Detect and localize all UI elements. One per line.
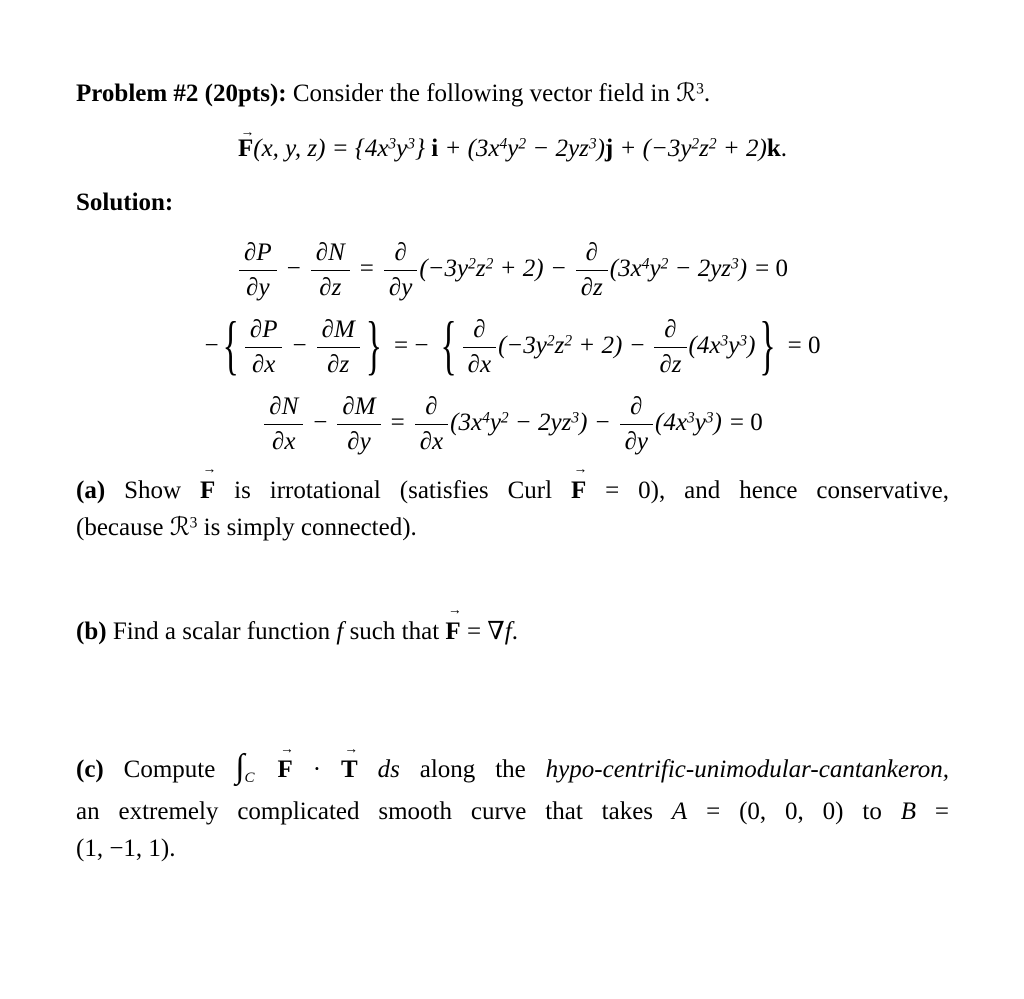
exponent: 2 [518,134,527,152]
math-text: ) [747,331,756,359]
math-text: + (−3y [613,134,692,162]
text: = (0, 0, 0) to [687,797,901,825]
math-text: (x, y, z) = {4x [253,134,389,162]
denominator: ∂z [659,350,682,378]
math-text: − 2yz [526,134,589,162]
text: is irrotational (satisfies Curl [215,476,571,504]
fraction [317,316,360,379]
exponent: 2 [485,254,494,272]
math-text: ) [596,134,605,162]
fraction [311,239,350,302]
text: along the [399,756,546,783]
minus-operator: − [204,331,219,359]
numerator: ∂ [620,393,653,425]
math-text: ) [738,254,748,282]
vector-arrow-icon: → [448,602,462,618]
numerator: ∂ [463,316,496,348]
part-a [76,461,950,547]
fraction [654,316,686,379]
denominator: ∂x [419,427,444,455]
exponent: 3 [588,134,597,152]
exponent: 3 [189,514,198,532]
part-b-label: (b) [76,617,107,645]
exponent: 3 [407,134,416,152]
text: Find a scalar function [106,617,337,645]
math-text: y [694,408,706,436]
numerator: ∂ [576,239,608,271]
exponent: 4 [482,408,490,426]
math-text: T [340,756,358,783]
fraction [337,393,380,456]
exponent: 3 [705,408,714,426]
numerator: ∂N [311,239,350,271]
curve-name-emphasis: hypo-centrific-unimodular-cantankeron, [545,756,950,783]
part-c [76,742,949,868]
solution-heading: Solution: [76,188,174,216]
equation-curl-component-1 [76,239,949,302]
integral-symbol: ∫ [235,748,245,785]
exponent: 3 [731,254,739,272]
denominator: ∂z [327,350,350,378]
math-text: + 2) [493,254,544,282]
exponent: 2 [500,408,509,426]
math-text: z [475,254,486,282]
denominator: ∂z [319,273,342,301]
text: such that [343,617,446,645]
math-text: F [277,756,293,783]
integral-subscript: C [244,770,255,787]
math-text: z [699,134,709,162]
fraction [576,239,608,302]
exponent: 2 [660,254,669,272]
math-text: f [336,617,344,645]
math-text: (3x [450,408,483,436]
exponent: 3 [571,408,580,426]
numerator: ∂ [415,393,448,425]
fraction [264,393,303,456]
vector-arrow-icon: → [280,740,294,756]
script-R-symbol: ℛ [169,514,190,541]
math-text: y [396,134,408,162]
math-text: z [554,331,565,359]
math-text: y [507,134,519,162]
minus-operator: − [292,331,307,359]
denominator: ∂y [624,427,649,455]
part-a-line-2 [76,509,949,547]
part-c-label: (c) [76,756,104,783]
numerator: ∂ [654,316,686,348]
text: Show [105,476,200,504]
text: (1, −1, 1). [76,835,176,863]
fraction [245,316,283,379]
exponent: 2 [691,134,700,152]
text: Compute [103,756,236,783]
fraction [620,393,653,456]
math-text: (−3y [498,331,547,359]
numerator: ∂ [384,239,417,271]
vector-F-symbol [277,740,294,789]
vector-arrow-icon: → [573,461,588,477]
numerator: ∂M [337,393,380,425]
text: = 0), and hence conservative, [586,476,950,504]
part-a-line-1 [76,461,950,510]
minus-operator: − [286,254,301,282]
nabla-operator: = ∇ [460,617,505,645]
fraction [384,239,417,302]
math-text: − 2yz [668,254,732,282]
equals-zero: = 0 [729,408,763,436]
denominator: ∂x [467,350,492,378]
left-brace: { [222,310,239,383]
vector-F-symbol [570,461,588,510]
exponent: 2 [468,254,476,272]
dot-operator: · [292,756,341,783]
math-text: (4x [655,408,687,436]
minus-operator: − [630,331,645,359]
math-text: y [728,331,740,359]
unit-vector-k: k [766,134,781,162]
equals-minus-operator: = − [393,331,429,359]
vector-arrow-icon: → [344,740,359,756]
math-text: A [671,797,688,825]
math-text: (−3y [419,254,469,282]
equals-operator: = [390,408,405,436]
math-text: + 2) [572,331,623,359]
part-c-line-2 [76,793,949,831]
denominator: ∂y [347,427,371,455]
equals-zero: = 0 [755,254,788,282]
vector-F-symbol [445,602,462,651]
problem-title-bold: Problem #2 (20pts): [76,80,287,107]
denominator: ∂x [272,427,296,455]
period: . [703,80,711,107]
vector-F-symbol [237,124,255,163]
equation-curl-component-2 [76,310,949,383]
vector-F-symbol [199,461,217,510]
minus-operator: − [595,408,610,436]
math-text: y [489,408,501,436]
exponent: 3 [696,80,704,98]
math-text: f [504,617,512,645]
period: . [780,134,788,162]
right-brace: } [365,310,382,383]
exponent: 2 [564,331,573,349]
denominator: ∂y [388,273,413,301]
math-text: y [649,254,661,282]
period: . [511,617,518,645]
math-text: F [199,476,216,504]
minus-operator: − [551,254,566,282]
exponent: 2 [708,134,717,152]
fraction [463,316,496,379]
math-text: (3x [609,254,642,282]
unit-vector-j: j [604,134,614,162]
problem-title [76,78,949,111]
part-b [76,602,949,651]
math-text: + (3x [438,134,500,162]
fraction [239,239,277,302]
text: (because [76,514,170,541]
math-text: − 2yz [508,408,572,436]
math-text: ) [713,408,722,436]
part-c-line-3 [76,830,949,868]
math-text: F [570,476,587,504]
script-R-symbol: ℛ [676,80,697,107]
denominator: ∂x [251,350,276,378]
vector-arrow-icon: → [240,124,255,140]
fraction [415,393,448,456]
math-text: F [237,134,254,162]
denominator: ∂y [246,273,270,301]
numerator: ∂M [317,316,360,348]
part-c-line-1 [76,742,949,793]
text: = [916,797,949,825]
right-brace: } [759,310,776,383]
vector-T-symbol [340,740,359,789]
math-text: ) [579,408,588,436]
problem-title-text: Consider the following vector field in [286,80,677,107]
numerator: ∂P [239,239,277,271]
math-text: ds [357,756,400,783]
exponent: 4 [499,134,508,152]
text: is simply connected). [197,514,417,541]
exponent: 2 [546,331,555,349]
numerator: ∂P [245,316,283,348]
part-a-label: (a) [76,476,106,504]
exponent: 3 [720,331,729,349]
math-text: } [415,134,432,162]
numerator: ∂N [264,393,303,425]
math-text: (4x [688,331,721,359]
equation-curl-component-3 [76,393,949,456]
equals-zero: = 0 [787,331,821,359]
left-brace: { [440,310,457,383]
minus-operator: − [313,408,328,436]
denominator: ∂z [580,273,603,301]
vector-field-equation [76,124,949,163]
exponent: 3 [388,134,397,152]
exponent: 4 [641,254,650,272]
math-text: B [900,797,916,825]
exponent: 3 [686,408,695,426]
exponent: 3 [739,331,748,349]
space [258,756,278,783]
equals-operator: = [359,254,374,282]
vector-arrow-icon: → [202,461,217,477]
text: an extremely complicated smooth curve that takes [76,797,672,825]
unit-vector-i: i [431,134,439,162]
math-text: + 2) [716,134,767,162]
math-text: F [445,617,461,645]
